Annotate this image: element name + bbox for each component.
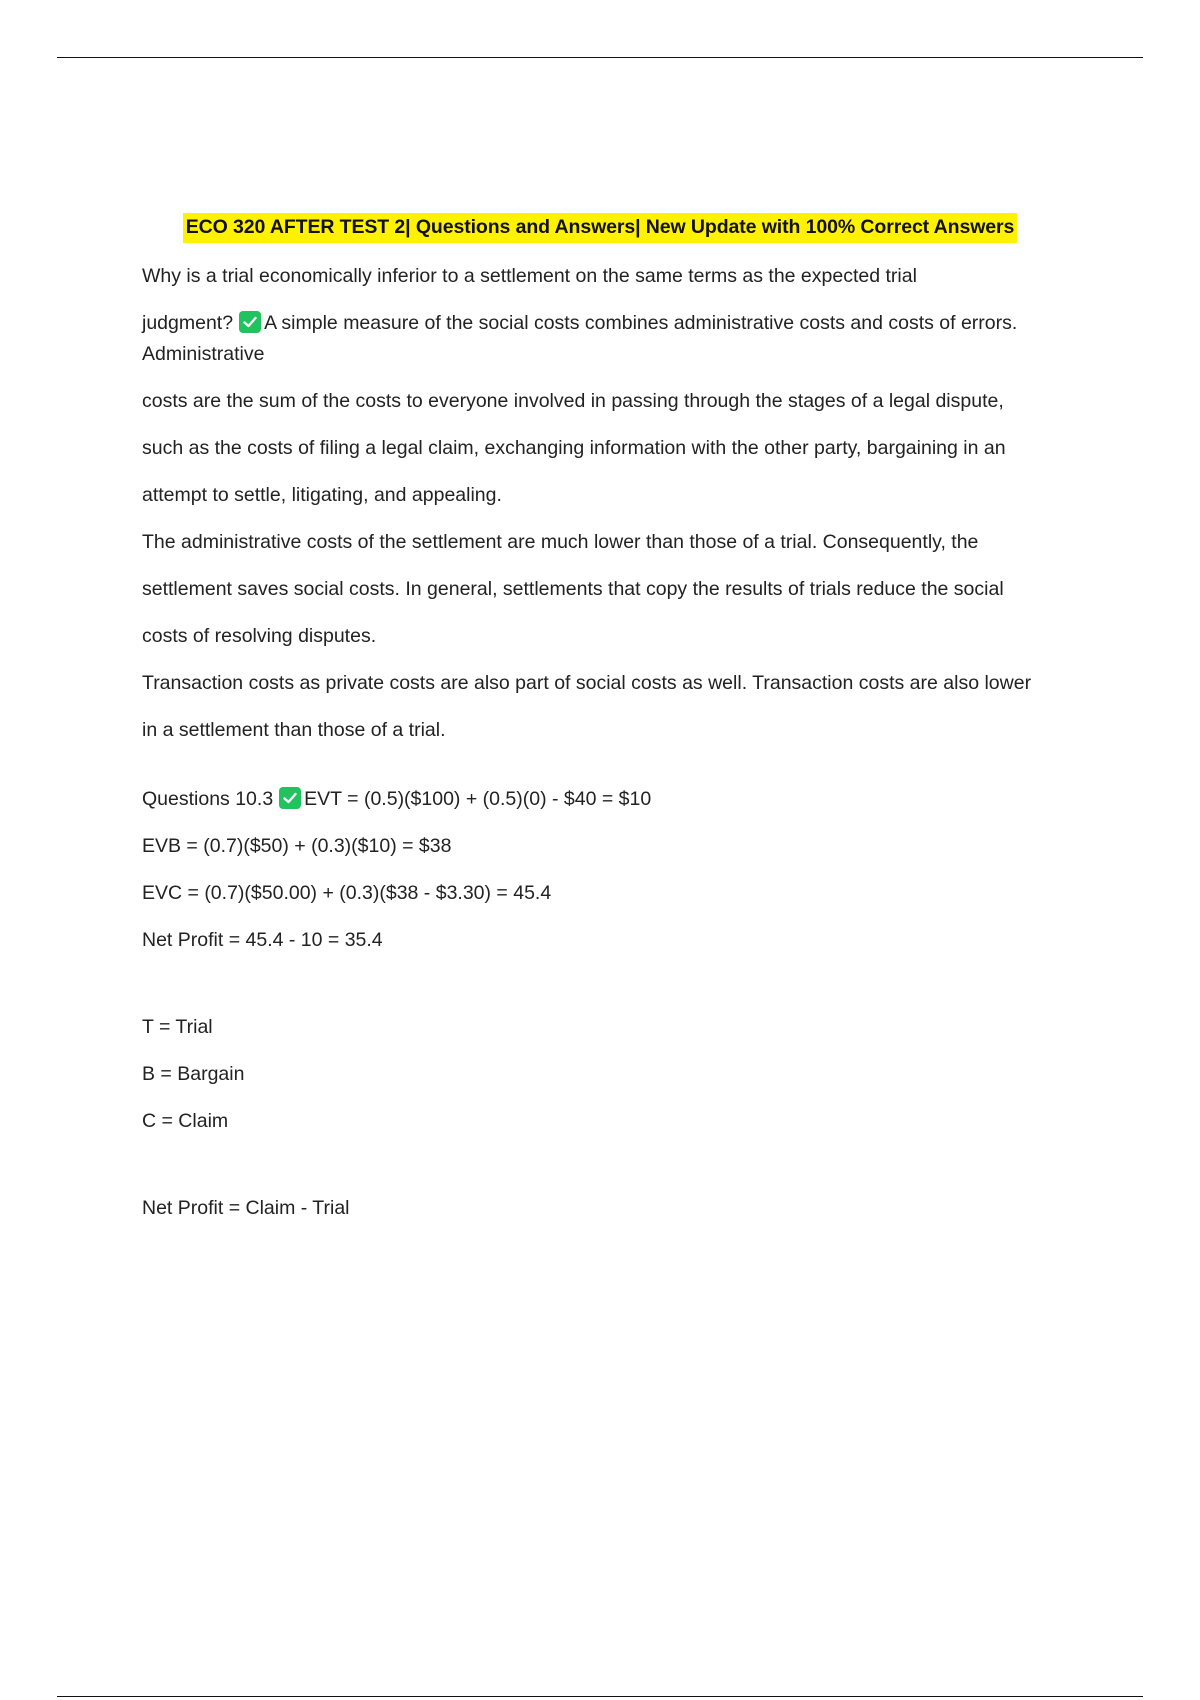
answer-paragraph: The administrative costs of the settlement are much lower than those of a trial. Consequently, the bbox=[142, 531, 979, 553]
calc-line: Net Profit = 45.4 - 10 = 35.4 bbox=[142, 929, 383, 951]
check-mark-icon bbox=[239, 311, 261, 333]
answer-paragraph: costs of resolving disputes. bbox=[142, 625, 377, 647]
question-2 bbox=[142, 784, 1062, 815]
document-body bbox=[142, 261, 1062, 1240]
answer-paragraph: such as the costs of filing a legal claim, exchanging information with the other party, bargaining in an bbox=[142, 437, 1006, 459]
header-rule bbox=[57, 57, 1143, 58]
document-title: ECO 320 AFTER TEST 2| Questions and Answers| New Update with 100% Correct Answers bbox=[183, 213, 1018, 243]
answer-1 bbox=[142, 308, 1062, 370]
answer-paragraph: attempt to settle, litigating, and appealing. bbox=[142, 484, 502, 506]
question-2-answer: EVT = (0.5)($100) + (0.5)(0) - $40 = $10 bbox=[304, 788, 652, 810]
calc-line: EVC = (0.7)($50.00) + (0.3)($38 - $3.30) = 45.4 bbox=[142, 882, 552, 904]
question-1 bbox=[142, 261, 1062, 292]
title-container bbox=[0, 213, 1200, 243]
answer-paragraph: Transaction costs as private costs are also part of social costs as well. Transaction costs are also lower bbox=[142, 672, 1032, 694]
question-2-label: Questions 10.3 bbox=[142, 788, 274, 810]
spacer bbox=[142, 972, 1062, 1012]
check-mark-icon bbox=[279, 787, 301, 809]
spacer bbox=[142, 762, 1062, 784]
legend-line: C = Claim bbox=[142, 1110, 229, 1132]
spacer bbox=[142, 1153, 1062, 1193]
question-1-text: Why is a trial economically inferior to a settlement on the same terms as the expected trial bbox=[142, 265, 917, 287]
legend-line: B = Bargain bbox=[142, 1063, 245, 1085]
legend-line: T = Trial bbox=[142, 1016, 213, 1038]
answer-paragraph: settlement saves social costs. In general, settlements that copy the results of trials reduce the social bbox=[142, 578, 1004, 600]
question-1-judgment: judgment? bbox=[142, 312, 234, 334]
answer-1-text: A simple measure of the social costs combines administrative costs and costs of errors. Administrative bbox=[142, 312, 1018, 365]
answer-paragraph: in a settlement than those of a trial. bbox=[142, 719, 446, 741]
answer-paragraph: costs are the sum of the costs to everyone involved in passing through the stages of a legal dispute, bbox=[142, 390, 1004, 412]
footer-rule bbox=[57, 1696, 1143, 1697]
final-formula: Net Profit = Claim - Trial bbox=[142, 1197, 350, 1219]
calc-line: EVB = (0.7)($50) + (0.3)($10) = $38 bbox=[142, 835, 452, 857]
